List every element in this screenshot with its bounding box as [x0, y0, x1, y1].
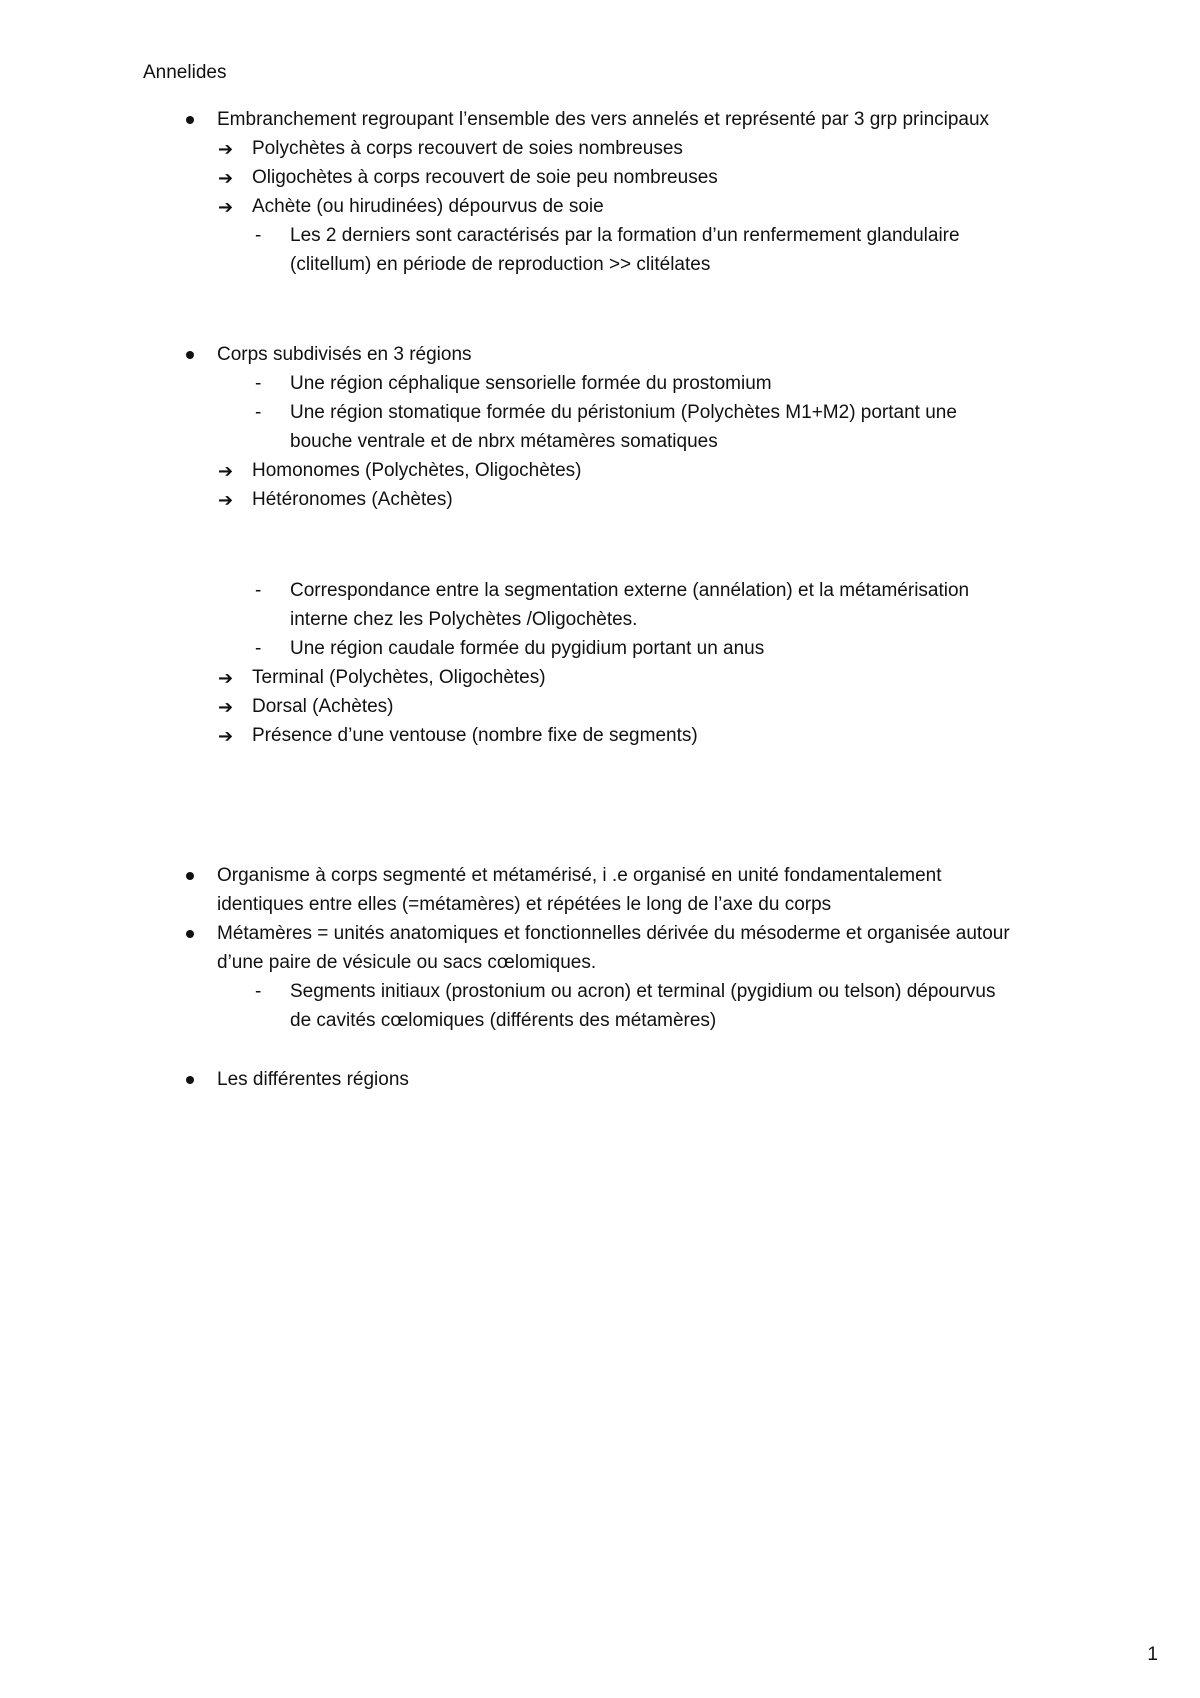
- dash-item: Une région caudale formée du pygidium portant un anus: [290, 638, 765, 659]
- dash-item: Une région stomatique formée du péristonium (Polychètes M1+M2) portant une: [290, 402, 957, 423]
- dash-item-continuation: bouche ventrale et de nbrx métamères somatiques: [290, 431, 718, 452]
- bullet-icon: [186, 872, 194, 880]
- dash-item-continuation: (clitellum) en période de reproduction >> clitélates: [290, 254, 711, 275]
- dash-item: Les 2 derniers sont caractérisés par la formation d’un renfermement glandulaire: [290, 225, 960, 246]
- page-number: 1: [1147, 1644, 1158, 1665]
- bullet-item: Embranchement regroupant l’ensemble des vers annelés et représenté par 3 grp principaux: [217, 109, 990, 130]
- bullet-item: Métamères = unités anatomiques et fonctionnelles dérivée du mésoderme et organisée autour: [217, 923, 1010, 944]
- bullet-item: Les différentes régions: [217, 1069, 409, 1090]
- arrow-right-icon: ➔: [218, 461, 234, 481]
- bullet-icon: [186, 351, 194, 359]
- arrow-right-icon: ➔: [218, 197, 234, 217]
- arrow-right-icon: ➔: [218, 139, 234, 159]
- arrow-right-icon: ➔: [218, 668, 234, 688]
- arrow-item: Oligochètes à corps recouvert de soie peu nombreuses: [252, 167, 718, 188]
- arrow-right-icon: ➔: [218, 697, 234, 717]
- bullet-icon: [186, 116, 194, 124]
- arrow-right-icon: ➔: [218, 168, 234, 188]
- arrow-item: Présence d’une ventouse (nombre fixe de segments): [252, 725, 698, 746]
- dash-marker: -: [255, 580, 262, 601]
- arrow-item: Polychètes à corps recouvert de soies nombreuses: [252, 138, 683, 159]
- arrow-right-icon: ➔: [218, 726, 234, 746]
- dash-marker: -: [255, 225, 262, 246]
- dash-marker: -: [255, 373, 262, 394]
- arrow-item: Achète (ou hirudinées) dépourvus de soie: [252, 196, 604, 217]
- dash-marker: -: [255, 981, 262, 1002]
- arrow-item: Hétéronomes (Achètes): [252, 489, 453, 510]
- arrow-item: Dorsal (Achètes): [252, 696, 394, 717]
- dash-item: Une région céphalique sensorielle formée du prostomium: [290, 373, 772, 394]
- bullet-item: Organisme à corps segmenté et métamérisé, i .e organisé en unité fondamentalement: [217, 865, 942, 886]
- bullet-item-continuation: d’une paire de vésicule ou sacs cœlomiques.: [217, 952, 597, 973]
- dash-item-continuation: interne chez les Polychètes /Oligochètes.: [290, 609, 638, 630]
- dash-marker: -: [255, 402, 262, 423]
- bullet-icon: [186, 1076, 194, 1084]
- dash-item: Correspondance entre la segmentation externe (annélation) et la métamérisation: [290, 580, 970, 601]
- dash-item: Segments initiaux (prostonium ou acron) et terminal (pygidium ou telson) dépourvus: [290, 981, 996, 1002]
- dash-marker: -: [255, 638, 262, 659]
- dash-item-continuation: de cavités cœlomiques (différents des métamères): [290, 1010, 717, 1031]
- arrow-item: Homonomes (Polychètes, Oligochètes): [252, 460, 582, 481]
- arrow-item: Terminal (Polychètes, Oligochètes): [252, 667, 546, 688]
- bullet-item-continuation: identiques entre elles (=métamères) et répétées le long de l’axe du corps: [217, 894, 832, 915]
- arrow-right-icon: ➔: [218, 490, 234, 510]
- bullet-icon: [186, 930, 194, 938]
- page-title: Annelides: [143, 62, 227, 83]
- bullet-item: Corps subdivisés en 3 régions: [217, 344, 472, 365]
